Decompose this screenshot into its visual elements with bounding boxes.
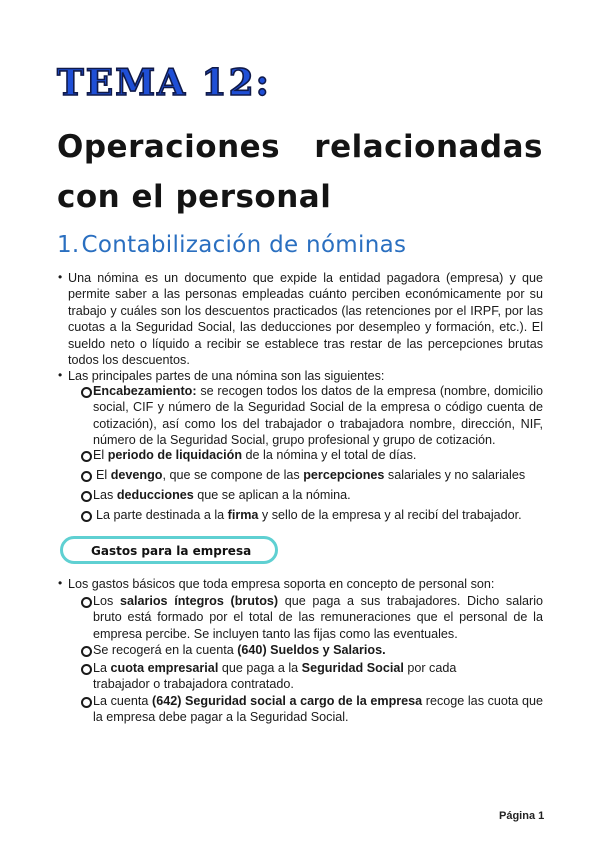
text: se recogen todos los datos de la empresa (nombre, domicilio social, CIF y número de la Seguridad Social de la empresa o código cuenta de cotización), así como los del trabajador o trabajadora nombre, dirección, NIF, número de la Seguridad Social, grupo profesional y grupo de cotización. [93,384,543,448]
unit-title: TEMA 12: [57,62,271,104]
circle-bullet-icon [81,387,92,398]
term: periodo de liquidación [107,448,243,462]
paragraph: Las principales partes de una nómina son las siguientes: [68,369,385,383]
circle-bullet-icon [81,597,92,608]
section-heading [57,232,406,258]
circle-bullet-icon [81,451,92,462]
circle-bullet-icon [81,697,92,708]
bullet-icon: • [58,576,63,590]
term: cuota empresarial [110,661,219,675]
list-item [93,693,543,726]
text: Los [93,594,120,608]
term: percepciones [303,468,385,482]
subtitle-word: relacionadas [314,129,543,165]
list-item [96,467,543,483]
text: que paga a la [218,661,302,675]
term: (640) Sueldos y Salarios. [237,643,386,657]
subtitle-line: con el personal [57,179,332,215]
bullet-icon: • [58,368,63,382]
page-number: Página 1 [499,810,545,822]
list-item [93,642,543,658]
section-title: Contabilización de nóminas [81,232,407,258]
paragraph: Los gastos básicos que toda empresa soporta en concepto de personal son: [68,577,495,591]
list-item [93,487,543,503]
text: que paga a sus trabajadores. Dicho salario bruto está formado por el total de las remuneraciones que el personal de la empresa percibe. Se incluyen tanto las fijas como las eventuales. [93,594,543,641]
unit-subtitle [57,122,543,222]
paragraph: Una nómina es un documento que expide la entidad pagadora (empresa) y que permite saber a las personas empleadas cuánto perciben económicamente por su trabajo y cuáles son los descuentos practicados (las retenciones por el IRPF, por las cuotas a la Seguridad Social, las deducciones por desempleo y formación, etc.). El sueldo neto o líquido a recibir se establece tras restar de las percepciones brutas todos los descuentos. [68,271,543,368]
list-item [93,447,543,463]
text: La parte destinada a la [96,508,228,522]
circle-bullet-icon [81,664,92,675]
term: salarios íntegros (brutos) [119,594,279,608]
term: firma [227,508,259,522]
bullet-icon: • [58,270,63,284]
text: por cada [403,661,457,675]
text: Se recogerá en la cuenta [93,643,238,657]
text: La [93,661,111,675]
circle-bullet-icon [81,511,92,522]
term: deducciones [116,488,194,502]
list-item [96,507,543,523]
circle-bullet-icon [81,491,92,502]
circle-bullet-icon [81,471,92,482]
circle-bullet-icon [81,646,92,657]
term: (642) Seguridad social a cargo de la empresa [152,694,423,708]
list-item [93,593,543,642]
text: de la nómina y el total de días. [242,448,417,462]
section-number: 1. [57,232,80,258]
text: El [96,468,111,482]
text: y sello de la empresa y al recibí del trabajador. [258,508,522,522]
term: devengo [110,468,163,482]
term: Encabezamiento: [93,384,197,398]
text: La cuenta [93,694,153,708]
subtitle-word: Operaciones [57,129,281,165]
text: El [93,448,108,462]
text: Las [93,488,117,502]
list-item [93,660,543,693]
subsection-pill [60,536,278,564]
text: salariales y no salariales [384,468,526,482]
text: que se aplican a la nómina. [193,488,351,502]
text: , que se compone de las [162,468,304,482]
text: trabajador o trabajadora contratado. [93,677,294,692]
term: Seguridad Social [301,661,404,675]
subsection-label: Gastos para la empresa [91,544,252,558]
list-item [93,383,543,449]
text: recoge las cuota que la empresa debe pagar a la Seguridad Social. [93,694,543,725]
